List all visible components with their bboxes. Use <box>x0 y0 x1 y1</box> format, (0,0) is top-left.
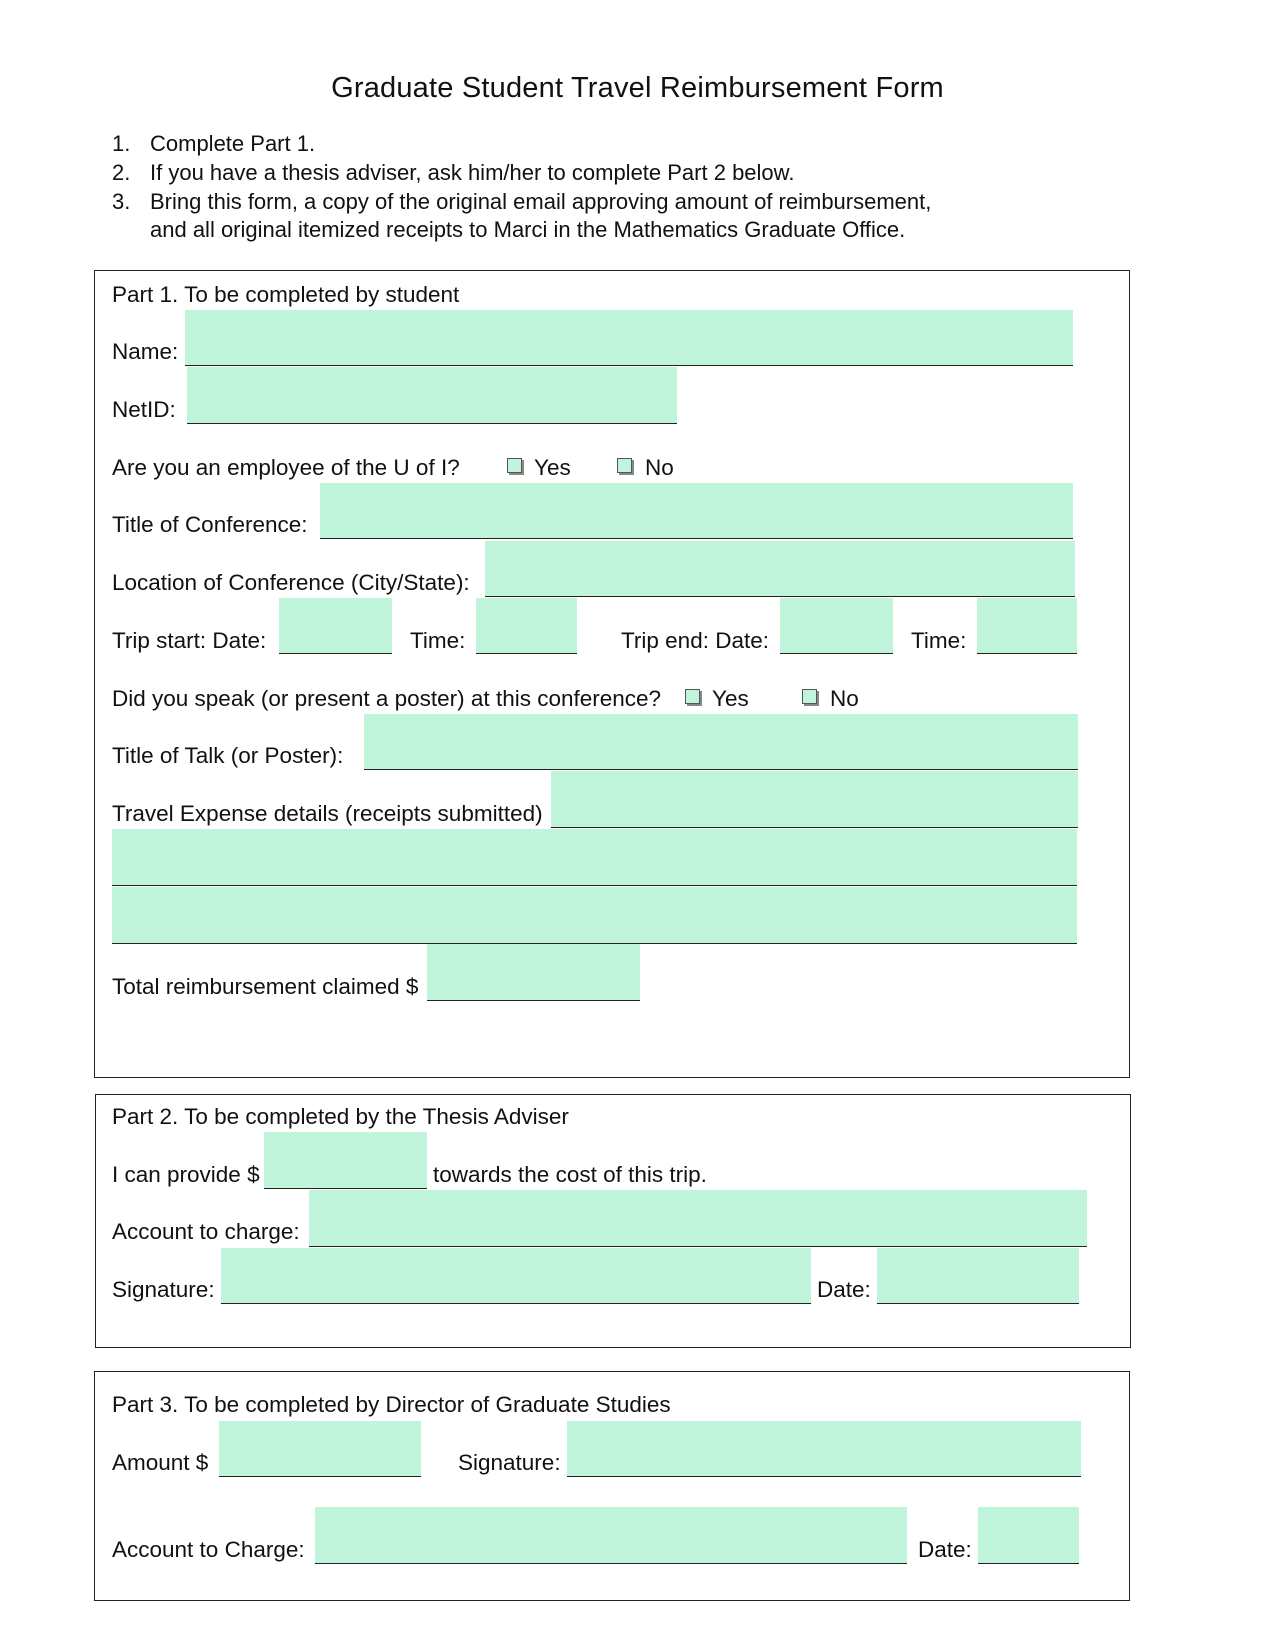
instruction-text-continued: and all original itemized receipts to Marci in the Mathematics Graduate Office. <box>150 217 906 242</box>
speak-no-label: No <box>830 686 859 711</box>
part2-heading: Part 2. To be completed by the Thesis Adviser <box>112 1104 569 1129</box>
netid-field[interactable] <box>187 367 677 424</box>
expense-details-line-3[interactable] <box>112 887 1077 944</box>
provide-amount-suffix: towards the cost of this trip. <box>433 1162 707 1187</box>
form-title: Graduate Student Travel Reimbursement Form <box>331 72 944 104</box>
adviser-account-label: Account to charge: <box>112 1219 300 1244</box>
trip-start-time-label: Time: <box>410 628 466 653</box>
director-signature-label: Signature: <box>458 1450 561 1475</box>
employee-yes-label: Yes <box>534 455 571 480</box>
instructions-list <box>0 130 1275 250</box>
part1-heading: Part 1. To be completed by student <box>112 282 460 307</box>
adviser-date-field[interactable] <box>877 1248 1079 1304</box>
adviser-account-field[interactable] <box>309 1190 1087 1247</box>
trip-end-date-label: Trip end: Date: <box>621 628 769 653</box>
speak-no-checkbox[interactable] <box>802 689 817 704</box>
employee-no-checkbox[interactable] <box>617 458 632 473</box>
total-reimbursement-field[interactable] <box>427 944 640 1001</box>
trip-end-date-field[interactable] <box>780 598 893 654</box>
speak-question: Did you speak (or present a poster) at this conference? <box>112 686 662 711</box>
instruction-number: 1. <box>112 131 131 156</box>
adviser-date-label: Date: <box>817 1277 871 1302</box>
director-date-label: Date: <box>918 1537 972 1562</box>
conference-location-field[interactable] <box>485 541 1075 597</box>
instruction-number: 3. <box>112 189 131 214</box>
provide-amount-field[interactable] <box>264 1132 427 1189</box>
instruction-text: If you have a thesis adviser, ask him/her to complete Part 2 below. <box>150 160 795 185</box>
director-account-field[interactable] <box>315 1507 907 1564</box>
conference-location-label: Location of Conference (City/State): <box>112 570 470 595</box>
name-field[interactable] <box>185 310 1073 366</box>
expense-details-label: Travel Expense details (receipts submitted) <box>112 801 543 826</box>
director-date-field[interactable] <box>978 1507 1079 1564</box>
provide-amount-label: I can provide $ <box>112 1162 260 1187</box>
director-account-label: Account to Charge: <box>112 1537 305 1562</box>
instruction-number: 2. <box>112 160 131 185</box>
adviser-signature-label: Signature: <box>112 1277 215 1302</box>
conference-title-field[interactable] <box>320 483 1073 539</box>
name-label: Name: <box>112 339 179 364</box>
speak-yes-checkbox[interactable] <box>685 689 700 704</box>
director-amount-field[interactable] <box>219 1421 421 1477</box>
employee-no-label: No <box>645 455 674 480</box>
employee-yes-checkbox[interactable] <box>507 458 522 473</box>
talk-title-field[interactable] <box>364 714 1078 770</box>
trip-start-date-label: Trip start: Date: <box>112 628 267 653</box>
netid-label: NetID: <box>112 397 176 422</box>
director-signature-field[interactable] <box>567 1421 1081 1477</box>
director-amount-label: Amount $ <box>112 1450 209 1475</box>
employee-question: Are you an employee of the U of I? <box>112 455 460 480</box>
part3-heading: Part 3. To be completed by Director of Graduate Studies <box>112 1392 671 1417</box>
trip-start-time-field[interactable] <box>476 598 577 654</box>
expense-details-line-2[interactable] <box>112 829 1077 886</box>
trip-start-date-field[interactable] <box>279 598 392 654</box>
adviser-signature-field[interactable] <box>221 1248 811 1304</box>
talk-title-label: Title of Talk (or Poster): <box>112 743 344 768</box>
expense-details-field[interactable] <box>551 771 1078 828</box>
trip-end-time-field[interactable] <box>977 598 1077 654</box>
trip-end-time-label: Time: <box>911 628 967 653</box>
speak-yes-label: Yes <box>712 686 749 711</box>
total-reimbursement-label: Total reimbursement claimed $ <box>112 974 419 999</box>
conference-title-label: Title of Conference: <box>112 512 308 537</box>
instruction-text: Complete Part 1. <box>150 131 316 156</box>
instruction-text: Bring this form, a copy of the original email approving amount of reimbursement, <box>150 189 932 214</box>
